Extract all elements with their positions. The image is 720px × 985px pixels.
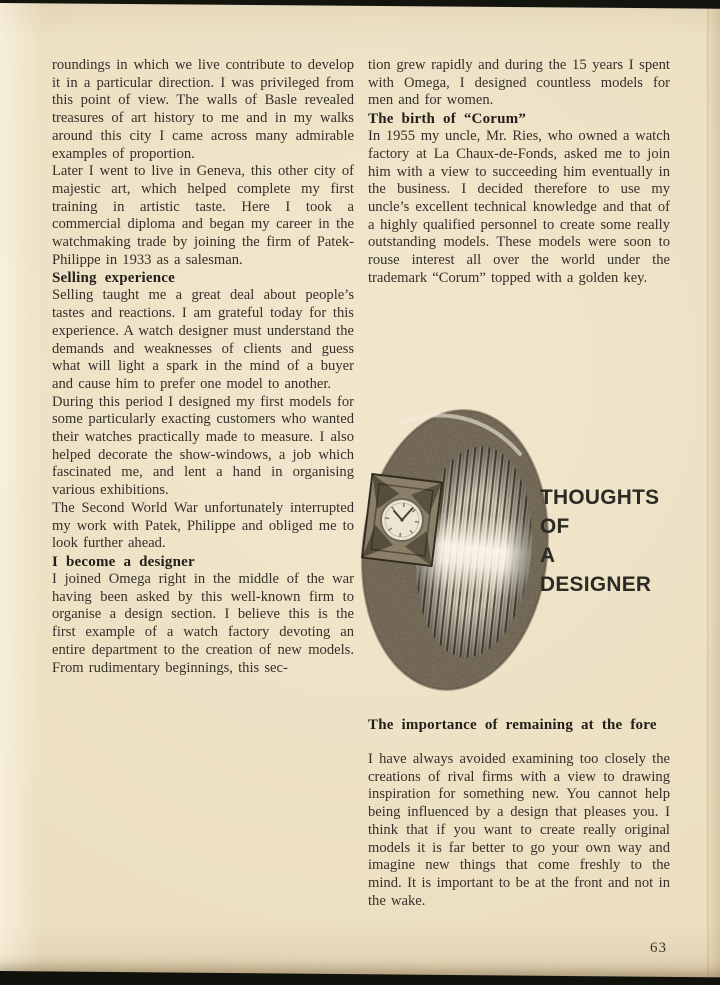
headline-line: A	[540, 543, 556, 567]
page-crease	[706, 0, 710, 985]
section-heading-importance-of-remaining: The importance of remaining at the fore	[368, 717, 657, 733]
right-column	[368, 57, 670, 287]
paragraph: During this period I designed my first models for some particularly exacting customers who wanted their watches practically made to measure. I also helped decorate the show-windows, a job which fascinated me, and lent a hand in organising various exhibitions.	[52, 393, 354, 499]
section-heading-i-become-a-designer: I become a designer	[52, 553, 195, 570]
page-number: 63	[650, 940, 667, 956]
headline-line: DESIGNER	[540, 572, 652, 596]
paragraph: I have always avoided examining too closely the creations of rival firms with a view to drawing inspiration for something new. You cannot help being influenced by a design that pleases you. I think that if you want to create really original models it is far better to go your own way and imagine new things that come freshly to the mind. It is important to be at the front and not in the wake.	[368, 751, 670, 909]
left-column	[52, 57, 354, 677]
paragraph: roundings in which we live contribute to develop it in a particular direction. I was privileged from this point of view. The walls of Basle revealed treasures of art history to me and in my walks around this city I came across many admirable examples of proportion.	[52, 57, 354, 162]
paragraph: I joined Omega right in the middle of the war having been asked by this well-known firm to organise a design section. I believe this is the first example of a watch factory devoting an entire department to the creation of new models. From rudimentary beginnings, this sec-	[52, 570, 354, 676]
scan-edge-bottom	[0, 971, 720, 985]
bracelet-watch-photo	[358, 402, 550, 694]
paragraph: The Second World War unfortunately interrupted my work with Patek, Philippe and obliged me to look further ahead.	[52, 499, 354, 552]
watch-case	[362, 474, 442, 566]
page-right-edge-tone	[710, 0, 720, 985]
scan-edge-top	[0, 0, 720, 9]
article-headline	[540, 483, 659, 599]
headline-line: THOUGHTS	[540, 485, 660, 509]
section-heading-birth-of-corum: The birth of “Corum”	[368, 111, 527, 128]
paragraph: In 1955 my uncle, Mr. Ries, who owned a watch factory at La Chaux-de-Fonds, asked me to join him with a view to succeeding him eventually in the business. I decided therefore to use my uncle’s excellent technical knowledge and that of a highly qualified personnel to create some really outstanding models. These models were soon to rouse interest all over the world under the trademark “Corum” topped with a golden key.	[368, 128, 670, 286]
paragraph: Selling taught me a great deal about people’s tastes and reactions. I am grateful today for this experience. A watch designer must understand the demands and weaknesses of clients and guess what will light a spark in the mind of a buyer and cause him to prefer one model to another.	[52, 287, 354, 392]
section-heading-selling-experience: Selling experience	[52, 270, 175, 287]
headline-line: OF	[540, 514, 570, 538]
paragraph: tion grew rapidly and during the 15 years I spent with Omega, I designed countless models for men and for women.	[368, 57, 670, 109]
paragraph: Later I went to live in Geneva, this other city of majestic art, which helped complete my first training in artistic taste. Here I took a commercial diploma and began my career in the watchmaking trade by joining the firm of Patek-Philippe in 1933 as a salesman.	[52, 163, 354, 268]
